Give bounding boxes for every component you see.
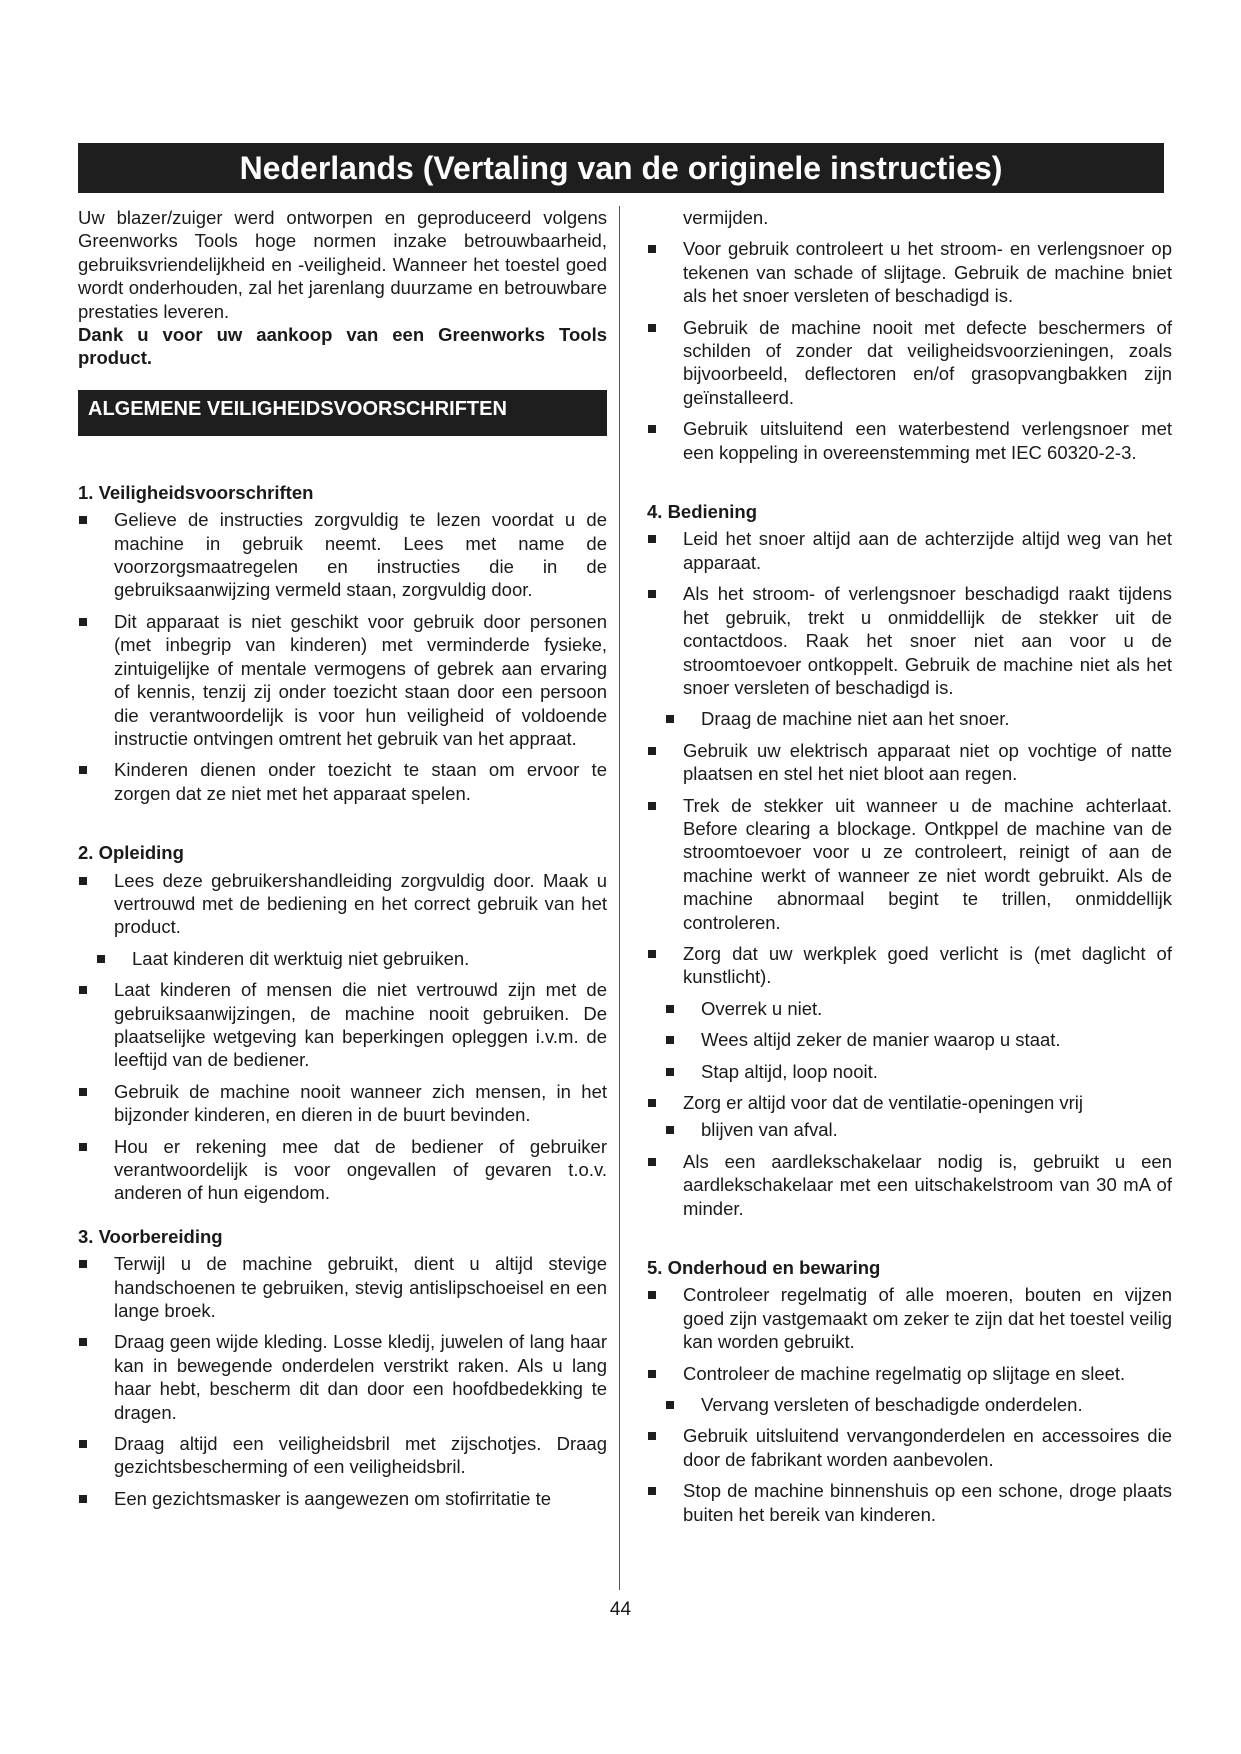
list-item: Gebruik uitsluitend vervangonderdelen en accessoires die door de fabrikant worden aanbevolen. <box>647 1424 1172 1471</box>
list-item: Kinderen dienen onder toezicht te staan om ervoor te zorgen dat ze niet met het apparaat spelen. <box>78 758 607 805</box>
list-item: Dit apparaat is niet geschikt voor gebruik door personen (met inbegrip van kinderen) met verminderde fysieke, zintuigelijke of mentale vermogens of gebrek aan ervaring of kennis, tenzij zij onder toezicht staan door een persoon die verantwoordelijk is voor hun veiligheid of voldoende instructie ontvingen omtrent het gebruik van het appraat. <box>78 610 607 750</box>
bullet-icon <box>79 986 87 994</box>
list-item: Controleer regelmatig of alle moeren, bouten en vijzen goed zijn vastgemaakt om zeker te zijn dat het toestel veilig kan worden gebruikt. <box>647 1283 1172 1353</box>
list-item: Terwijl u de machine gebruikt, dient u altijd stevige handschoenen te gebruiken, stevig antislipschoeisel en een lange broek. <box>78 1252 607 1322</box>
list-item: Voor gebruik controleert u het stroom- en verlengsnoer op tekenen van schade of slijtage. Gebruik de machine bniet als het snoer versleten of beschadigd is. <box>647 237 1172 307</box>
bullet-icon <box>79 1338 87 1346</box>
bullet-icon <box>648 802 656 810</box>
intro-paragraph: Uw blazer/zuiger werd ontworpen en geproduceerd volgens Greenworks Tools hoge normen inzake betrouwbaarheid, gebruiksvriendelijkheid en -veiligheid. Wanneer het toestel goed wordt onderhouden, zal het jarenlang duurzame en betrouwbare prestaties leveren. <box>78 207 607 322</box>
section-1-heading: 1. Veiligheidsvoorschriften <box>78 481 314 503</box>
bullet-icon <box>648 1291 656 1299</box>
list-item: Trek de stekker uit wanneer u de machine achterlaat. Before clearing a blockage. Ontkppel de machine van de stroomtoevoer voor u ze controleert, reinigt of aan de machine werkt of wanneer ze niet wordt gebruikt. Als de machine abnormaal begint te trillen, onmiddellijk controleren. <box>647 794 1172 934</box>
section-5-heading: 5. Onderhoud en bewaring <box>647 1257 881 1279</box>
list-item: Draag de machine niet aan het snoer. <box>647 707 1172 730</box>
bullet-icon <box>79 1088 87 1096</box>
bullet-icon <box>648 1370 656 1378</box>
page-number: 44 <box>609 1599 632 1620</box>
section-3-list-continued <box>647 237 1172 464</box>
bullet-icon <box>648 590 656 598</box>
bullet-icon <box>648 1432 656 1440</box>
section-4-heading: 4. Bediening <box>647 501 757 523</box>
bullet-icon <box>648 747 656 755</box>
page-title: Nederlands (Vertaling van de originele instructies) <box>78 143 1164 193</box>
section-5-list <box>647 1283 1172 1526</box>
bullet-icon <box>648 425 656 433</box>
bullet-icon <box>79 516 87 524</box>
list-item: Draag geen wijde kleding. Losse kledij, juwelen of lang haar kan in bewegende onderdelen verstrikt raken. Als u lang haar hebt, bescherm dit dan door een hoofdbedekking te dragen. <box>78 1330 607 1424</box>
bullet-icon <box>666 1005 674 1013</box>
section-4-list <box>647 527 1172 1220</box>
bullet-icon <box>97 955 105 963</box>
list-item: Draag altijd een veiligheidsbril met zijschotjes. Draag gezichtsbescherming of een veiligheidsbril. <box>78 1432 607 1479</box>
bullet-icon <box>79 766 87 774</box>
bullet-icon <box>79 1440 87 1448</box>
list-item: Hou er rekening mee dat de bediener of gebruiker verantwoordelijk is voor ongevallen of gevaren t.o.v. anderen of hun eigendom. <box>78 1135 607 1205</box>
list-item: blijven van afval. <box>647 1118 1172 1141</box>
list-item: Gebruik uw elektrisch apparaat niet op vochtige of natte plaatsen en stel het niet bloot aan regen. <box>647 739 1172 786</box>
list-item: Gebruik uitsluitend een waterbestend verlengsnoer met een koppeling in overeenstemming met IEC 60320-2-3. <box>647 417 1172 464</box>
bullet-icon <box>666 715 674 723</box>
section-3-list <box>78 1252 607 1510</box>
bullet-icon <box>666 1036 674 1044</box>
section-1-list <box>78 508 607 805</box>
bullet-icon <box>79 1143 87 1151</box>
bullet-icon <box>79 1495 87 1503</box>
list-item: Stap altijd, loop nooit. <box>647 1060 1172 1083</box>
left-column <box>78 206 607 1518</box>
bullet-icon <box>79 618 87 626</box>
list-item: Wees altijd zeker de manier waarop u staat. <box>647 1028 1172 1051</box>
section-3-heading: 3. Voorbereiding <box>78 1225 223 1247</box>
bullet-icon <box>648 245 656 253</box>
intro-thanks: Dank u voor uw aankoop van een Greenworks Tools product. <box>78 324 607 369</box>
list-item: Stop de machine binnenshuis op een schone, droge plaats buiten het bereik van kinderen. <box>647 1479 1172 1526</box>
list-item: Zorg dat uw werkplek goed verlicht is (met daglicht of kunstlicht). <box>647 942 1172 989</box>
list-item: Als het stroom- of verlengsnoer beschadigd raakt tijdens het gebruik, trekt u onmiddellijk de stekker uit de contactdoos. Raak het snoer niet aan voor u de stroomtoevoer ontkoppelt. Gebruik de machine niet als het snoer versleten of beschadigd is. <box>647 582 1172 699</box>
list-item: Gebruik de machine nooit met defecte beschermers of schilden of zonder dat veiligheidsvoorzieningen, zoals bijvoorbeeld, deflectoren en/of grasopvangbakken zijn geïnstalleerd. <box>647 316 1172 410</box>
section-header: ALGEMENE VEILIGHEIDSVOORSCHRIFTEN <box>78 390 607 436</box>
list-item: Laat kinderen dit werktuig niet gebruiken. <box>78 947 607 970</box>
list-item: Als een aardlekschakelaar nodig is, gebruikt u een aardlekschakelaar met een uitschakelstroom van 30 mA of minder. <box>647 1150 1172 1220</box>
column-divider <box>619 206 620 1590</box>
section-2-heading: 2. Opleiding <box>78 842 184 864</box>
list-item: Een gezichtsmasker is aangewezen om stofirritatie te <box>78 1487 607 1510</box>
bullet-icon <box>666 1401 674 1409</box>
list-item: Vervang versleten of beschadigde onderdelen. <box>647 1393 1172 1416</box>
list-item: Leid het snoer altijd aan de achterzijde altijd weg van het apparaat. <box>647 527 1172 574</box>
list-item: Controleer de machine regelmatig op slijtage en sleet. <box>647 1362 1172 1385</box>
list-item: Gelieve de instructies zorgvuldig te lezen voordat u de machine in gebruik neemt. Lees met name de voorzorgsmaatregelen en instructies die in de gebruiksaanwijzing vermeld staan, zorgvuldig door. <box>78 508 607 602</box>
bullet-icon <box>79 1260 87 1268</box>
bullet-icon <box>648 950 656 958</box>
bullet-icon <box>648 1099 656 1107</box>
right-column <box>647 206 1172 1534</box>
bullet-icon <box>648 324 656 332</box>
section-2-list <box>78 869 607 1205</box>
bullet-icon <box>666 1068 674 1076</box>
bullet-icon <box>648 1487 656 1495</box>
bullet-icon <box>666 1126 674 1134</box>
list-item: Zorg er altijd voor dat de ventilatie-openingen vrij <box>647 1091 1172 1114</box>
continued-text: vermijden. <box>683 207 769 228</box>
list-item: Gebruik de machine nooit wanneer zich mensen, in het bijzonder kinderen, en dieren in de buurt bevinden. <box>78 1080 607 1127</box>
bullet-icon <box>79 877 87 885</box>
list-item: Overrek u niet. <box>647 997 1172 1020</box>
bullet-icon <box>648 535 656 543</box>
bullet-icon <box>648 1158 656 1166</box>
list-item: Lees deze gebruikershandleiding zorgvuldig door. Maak u vertrouwd met de bediening en het correct gebruik van het product. <box>78 869 607 939</box>
list-item: Laat kinderen of mensen die niet vertrouwd zijn met de gebruiksaanwijzingen, de machine nooit gebruiken. De plaatselijke wetgeving kan beperkingen opleggen i.v.m. de leeftijd van de bediener. <box>78 978 607 1072</box>
